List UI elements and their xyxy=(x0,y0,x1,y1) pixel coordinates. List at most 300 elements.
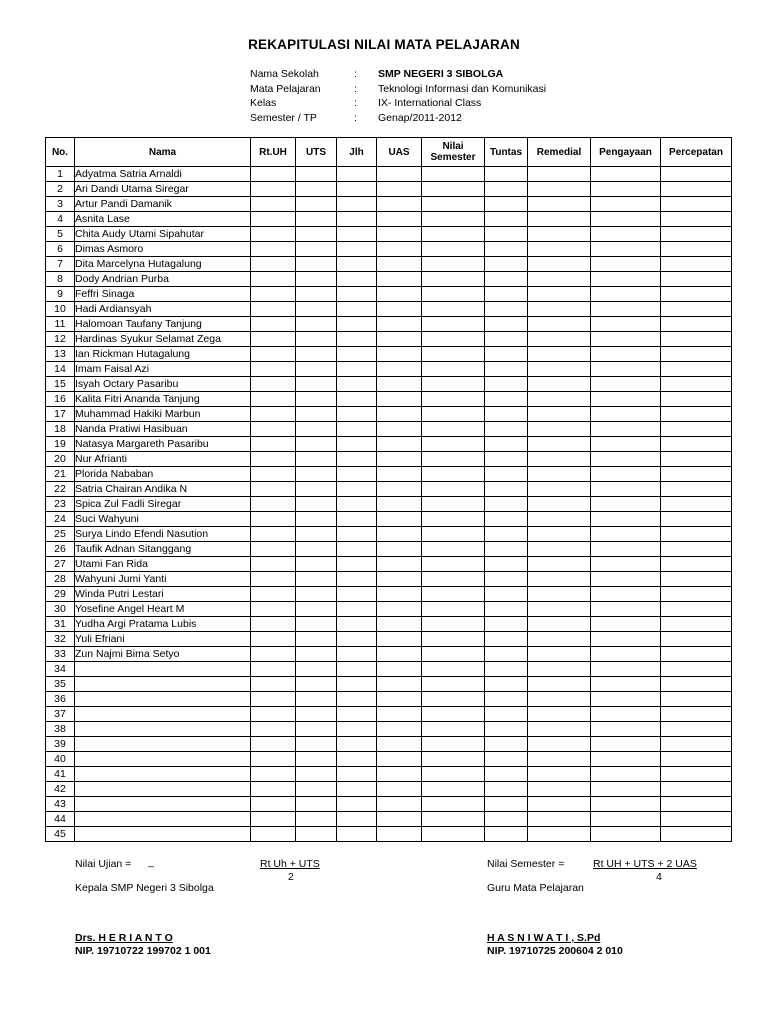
grade-cell xyxy=(251,407,296,422)
grade-cell xyxy=(377,182,422,197)
row-number: 38 xyxy=(46,722,75,737)
table-row xyxy=(46,677,732,692)
grade-cell xyxy=(661,302,732,317)
grade-cell xyxy=(591,692,661,707)
grade-cell xyxy=(528,227,591,242)
grade-cell xyxy=(377,482,422,497)
grade-cell xyxy=(485,782,528,797)
grade-cell xyxy=(528,737,591,752)
grade-cell xyxy=(422,452,485,467)
grade-cell xyxy=(337,182,377,197)
row-number: 10 xyxy=(46,302,75,317)
grade-cell xyxy=(661,512,732,527)
grade-cell xyxy=(591,617,661,632)
kepala-sekolah-name: Drs. H E R I A N T O xyxy=(75,932,173,944)
grade-cell xyxy=(661,482,732,497)
grade-cell xyxy=(251,692,296,707)
grade-cell xyxy=(591,332,661,347)
grade-cell xyxy=(485,437,528,452)
grade-cell xyxy=(661,467,732,482)
grade-cell xyxy=(528,617,591,632)
student-name: Yudha Argi Pratama Lubis xyxy=(75,617,251,632)
table-row xyxy=(46,467,732,482)
info-value-school: SMP NEGERI 3 SIBOLGA xyxy=(378,68,504,80)
guru-title: Guru Mata Pelajaran xyxy=(487,882,584,894)
row-number: 42 xyxy=(46,782,75,797)
table-row xyxy=(46,497,732,512)
grade-cell xyxy=(251,332,296,347)
grade-cell xyxy=(296,632,337,647)
table-row xyxy=(46,587,732,602)
grade-cell xyxy=(377,167,422,182)
grade-cell xyxy=(528,722,591,737)
row-number: 23 xyxy=(46,497,75,512)
grade-cell xyxy=(591,572,661,587)
grade-cell xyxy=(528,527,591,542)
table-row xyxy=(46,197,732,212)
grade-cell xyxy=(337,677,377,692)
grade-cell xyxy=(337,362,377,377)
info-block xyxy=(250,68,546,126)
grade-cell xyxy=(251,302,296,317)
row-number: 35 xyxy=(46,677,75,692)
grade-cell xyxy=(422,782,485,797)
table-row xyxy=(46,407,732,422)
grade-cell xyxy=(528,797,591,812)
info-colon: : xyxy=(354,97,357,109)
row-number: 6 xyxy=(46,242,75,257)
table-row xyxy=(46,482,732,497)
grade-cell xyxy=(591,707,661,722)
student-name xyxy=(75,767,251,782)
table-row xyxy=(46,707,732,722)
grade-cell xyxy=(485,452,528,467)
grade-cell xyxy=(422,347,485,362)
grade-cell xyxy=(377,617,422,632)
info-label: Mata Pelajaran xyxy=(250,82,321,95)
grade-cell xyxy=(251,527,296,542)
grade-cell xyxy=(377,797,422,812)
grade-cell xyxy=(591,767,661,782)
grade-cell xyxy=(337,377,377,392)
grade-cell xyxy=(251,497,296,512)
grade-cell xyxy=(337,692,377,707)
grade-cell xyxy=(528,377,591,392)
table-row xyxy=(46,347,732,362)
info-label: Kelas xyxy=(250,97,277,109)
row-number: 39 xyxy=(46,737,75,752)
grade-cell xyxy=(296,497,337,512)
kepala-sekolah-nip: NIP. 19710722 199702 1 001 xyxy=(75,945,211,957)
student-name: Imam Faisal Azi xyxy=(75,362,251,377)
table-header-row xyxy=(46,138,732,167)
grade-cell xyxy=(591,827,661,842)
table-row xyxy=(46,287,732,302)
table-row xyxy=(46,437,732,452)
grade-cell xyxy=(528,677,591,692)
grade-cell xyxy=(296,797,337,812)
grade-cell xyxy=(591,497,661,512)
grade-cell xyxy=(528,707,591,722)
info-value-subject: Teknologi Informasi dan Komunikasi xyxy=(378,82,547,95)
grade-cell xyxy=(591,722,661,737)
grade-cell xyxy=(485,407,528,422)
grade-cell xyxy=(422,212,485,227)
grade-cell xyxy=(377,212,422,227)
table-row xyxy=(46,797,732,812)
grade-cell xyxy=(661,572,732,587)
grade-cell xyxy=(337,332,377,347)
student-name: Dody Andrian Purba xyxy=(75,272,251,287)
student-name: Dita Marcelyna Hutagalung xyxy=(75,257,251,272)
header-tuntas: Tuntas xyxy=(485,138,528,167)
grade-cell xyxy=(422,317,485,332)
grade-cell xyxy=(377,767,422,782)
grade-cell xyxy=(528,467,591,482)
grade-cell xyxy=(591,167,661,182)
grade-cell xyxy=(422,242,485,257)
grade-cell xyxy=(377,377,422,392)
grade-cell xyxy=(337,347,377,362)
student-name xyxy=(75,812,251,827)
grade-cell xyxy=(337,737,377,752)
row-number: 27 xyxy=(46,557,75,572)
grade-cell xyxy=(485,317,528,332)
grade-cell xyxy=(485,272,528,287)
info-value-class: IX- International Class xyxy=(378,97,482,109)
grade-cell xyxy=(337,767,377,782)
header-rt-uh: Rt.UH xyxy=(251,138,296,167)
info-row-class xyxy=(250,97,546,112)
grade-cell xyxy=(251,542,296,557)
row-number: 24 xyxy=(46,512,75,527)
grade-cell xyxy=(661,242,732,257)
grade-cell xyxy=(485,812,528,827)
table-row xyxy=(46,452,732,467)
grade-cell xyxy=(296,782,337,797)
student-name: Ian Rickman Hutagalung xyxy=(75,347,251,362)
grade-cell xyxy=(337,212,377,227)
info-value-semester: Genap/2011-2012 xyxy=(378,111,462,124)
row-number: 26 xyxy=(46,542,75,557)
row-number: 11 xyxy=(46,317,75,332)
grade-cell xyxy=(377,227,422,242)
grade-cell xyxy=(251,182,296,197)
row-number: 13 xyxy=(46,347,75,362)
grade-cell xyxy=(485,722,528,737)
grade-cell xyxy=(422,662,485,677)
table-row xyxy=(46,767,732,782)
grade-cell xyxy=(422,812,485,827)
grade-cell xyxy=(422,752,485,767)
grade-cell xyxy=(661,827,732,842)
grade-cell xyxy=(661,692,732,707)
grade-cell xyxy=(591,482,661,497)
row-number: 30 xyxy=(46,602,75,617)
grade-cell xyxy=(528,662,591,677)
grade-cell xyxy=(251,557,296,572)
grade-cell xyxy=(377,197,422,212)
grade-cell xyxy=(422,302,485,317)
grade-cell xyxy=(485,647,528,662)
info-row-school xyxy=(250,68,546,83)
nilai-ujian-numerator: Rt Uh + UTS xyxy=(260,858,320,870)
row-number: 17 xyxy=(46,407,75,422)
grade-cell xyxy=(337,197,377,212)
grade-cell xyxy=(296,707,337,722)
student-name xyxy=(75,752,251,767)
grade-cell xyxy=(485,527,528,542)
grade-cell xyxy=(296,827,337,842)
grade-cell xyxy=(485,572,528,587)
grade-cell xyxy=(591,212,661,227)
grade-cell xyxy=(485,602,528,617)
nilai-semester-numerator: Rt UH + UTS + 2 UAS xyxy=(593,858,697,870)
grade-cell xyxy=(422,407,485,422)
grade-cell xyxy=(591,257,661,272)
grade-cell xyxy=(485,332,528,347)
grade-cell xyxy=(251,827,296,842)
grade-cell xyxy=(422,557,485,572)
nilai-semester-label: Nilai Semester = xyxy=(487,858,565,870)
table-row xyxy=(46,167,732,182)
grade-cell xyxy=(422,422,485,437)
row-number: 19 xyxy=(46,437,75,452)
grade-cell xyxy=(337,662,377,677)
grade-cell xyxy=(661,212,732,227)
grade-cell xyxy=(296,272,337,287)
nilai-ujian-underscore: _ xyxy=(148,856,154,868)
grade-cell xyxy=(661,812,732,827)
grade-cell xyxy=(528,302,591,317)
grade-cell xyxy=(422,527,485,542)
grade-cell xyxy=(422,722,485,737)
row-number: 45 xyxy=(46,827,75,842)
student-name: Artur Pandi Damanik xyxy=(75,197,251,212)
grade-cell xyxy=(337,287,377,302)
grade-cell xyxy=(251,437,296,452)
grade-cell xyxy=(661,332,732,347)
grade-cell xyxy=(661,437,732,452)
row-number: 5 xyxy=(46,227,75,242)
grade-cell xyxy=(296,407,337,422)
grade-cell xyxy=(251,212,296,227)
grade-cell xyxy=(528,632,591,647)
grade-cell xyxy=(422,437,485,452)
student-name xyxy=(75,827,251,842)
student-name xyxy=(75,797,251,812)
grade-cell xyxy=(485,347,528,362)
grade-cell xyxy=(251,347,296,362)
student-name: Utami Fan Rida xyxy=(75,557,251,572)
grade-cell xyxy=(422,827,485,842)
table-row xyxy=(46,827,732,842)
grade-cell xyxy=(377,512,422,527)
row-number: 15 xyxy=(46,377,75,392)
grade-cell xyxy=(528,332,591,347)
table-row xyxy=(46,392,732,407)
grade-cell xyxy=(661,647,732,662)
grade-cell xyxy=(591,647,661,662)
grade-cell xyxy=(296,677,337,692)
table-row xyxy=(46,422,732,437)
grade-cell xyxy=(337,527,377,542)
row-number: 12 xyxy=(46,332,75,347)
grade-cell xyxy=(485,422,528,437)
grade-cell xyxy=(251,422,296,437)
table-row xyxy=(46,317,732,332)
grade-cell xyxy=(528,407,591,422)
table-row xyxy=(46,632,732,647)
nilai-ujian-label: Nilai Ujian = xyxy=(75,858,132,870)
grade-cell xyxy=(485,512,528,527)
student-name: Kalita Fitri Ananda Tanjung xyxy=(75,392,251,407)
grade-cell xyxy=(591,242,661,257)
grade-cell xyxy=(337,407,377,422)
row-number: 44 xyxy=(46,812,75,827)
grade-cell xyxy=(251,197,296,212)
grade-cell xyxy=(485,362,528,377)
student-name: Zun Najmi Bima Setyo xyxy=(75,647,251,662)
grade-cell xyxy=(661,197,732,212)
guru-nip: NIP. 19710725 200604 2 010 xyxy=(487,945,623,957)
student-name: Hardinas Syukur Selamat Zega xyxy=(75,332,251,347)
student-name: Hadi Ardiansyah xyxy=(75,302,251,317)
grade-cell xyxy=(528,812,591,827)
kepala-sekolah-title: Kepala SMP Negeri 3 Sibolga xyxy=(75,882,214,894)
table-row xyxy=(46,527,732,542)
grade-cell xyxy=(251,647,296,662)
row-number: 20 xyxy=(46,452,75,467)
grade-cell xyxy=(485,617,528,632)
grade-cell xyxy=(377,317,422,332)
grade-cell xyxy=(251,767,296,782)
grade-cell xyxy=(422,767,485,782)
table-row xyxy=(46,812,732,827)
grade-cell xyxy=(661,452,732,467)
grade-cell xyxy=(422,542,485,557)
grade-cell xyxy=(485,587,528,602)
grade-cell xyxy=(377,737,422,752)
grade-cell xyxy=(591,437,661,452)
grade-cell xyxy=(591,467,661,482)
grade-cell xyxy=(661,272,732,287)
grade-cell xyxy=(377,527,422,542)
grade-cell xyxy=(591,632,661,647)
grade-cell xyxy=(337,542,377,557)
grade-cell xyxy=(591,662,661,677)
grade-cell xyxy=(296,587,337,602)
grade-cell xyxy=(422,362,485,377)
student-name: Yuli Efriani xyxy=(75,632,251,647)
nilai-semester-denominator: 4 xyxy=(656,871,662,883)
grade-cell xyxy=(422,647,485,662)
grade-cell xyxy=(251,377,296,392)
grade-cell xyxy=(251,317,296,332)
student-name: Satria Chairan Andika N xyxy=(75,482,251,497)
row-number: 28 xyxy=(46,572,75,587)
grade-cell xyxy=(422,617,485,632)
row-number: 33 xyxy=(46,647,75,662)
grade-cell xyxy=(377,242,422,257)
student-name xyxy=(75,722,251,737)
grade-cell xyxy=(377,422,422,437)
student-name: Chita Audy Utami Sipahutar xyxy=(75,227,251,242)
row-number: 7 xyxy=(46,257,75,272)
grade-cell xyxy=(528,422,591,437)
grade-cell xyxy=(661,227,732,242)
grade-cell xyxy=(337,317,377,332)
grade-cell xyxy=(296,422,337,437)
student-name: Adyatma Satria Arnaldi xyxy=(75,167,251,182)
grade-cell xyxy=(485,797,528,812)
grade-cell xyxy=(337,167,377,182)
student-name: Feffri Sinaga xyxy=(75,287,251,302)
grade-cell xyxy=(591,782,661,797)
grade-cell xyxy=(337,497,377,512)
table-row xyxy=(46,332,732,347)
grade-cell xyxy=(528,767,591,782)
header-nama: Nama xyxy=(75,138,251,167)
grade-cell xyxy=(296,542,337,557)
row-number: 25 xyxy=(46,527,75,542)
grade-cell xyxy=(485,752,528,767)
grade-cell xyxy=(377,587,422,602)
grade-cell xyxy=(661,422,732,437)
grade-cell xyxy=(422,467,485,482)
grade-cell xyxy=(296,317,337,332)
row-number: 4 xyxy=(46,212,75,227)
header-remedial: Remedial xyxy=(528,138,591,167)
grade-cell xyxy=(296,287,337,302)
grade-cell xyxy=(528,347,591,362)
grade-cell xyxy=(296,647,337,662)
grade-cell xyxy=(661,662,732,677)
grade-cell xyxy=(485,827,528,842)
grade-cell xyxy=(661,767,732,782)
row-number: 31 xyxy=(46,617,75,632)
row-number: 8 xyxy=(46,272,75,287)
row-number: 22 xyxy=(46,482,75,497)
student-name: Plorida Nababan xyxy=(75,467,251,482)
row-number: 18 xyxy=(46,422,75,437)
header-nilai-semester: Nilai Semester xyxy=(422,138,485,167)
grade-cell xyxy=(528,557,591,572)
header-no: No. xyxy=(46,138,75,167)
grade-cell xyxy=(661,377,732,392)
grade-cell xyxy=(591,812,661,827)
grade-cell xyxy=(591,512,661,527)
grade-cell xyxy=(251,257,296,272)
grade-cell xyxy=(591,557,661,572)
grade-cell xyxy=(296,257,337,272)
row-number: 16 xyxy=(46,392,75,407)
grade-cell xyxy=(528,212,591,227)
table-row xyxy=(46,512,732,527)
grade-cell xyxy=(337,272,377,287)
table-row xyxy=(46,572,732,587)
grade-cell xyxy=(337,722,377,737)
grade-cell xyxy=(422,272,485,287)
grade-cell xyxy=(296,377,337,392)
grade-cell xyxy=(422,197,485,212)
grade-cell xyxy=(296,227,337,242)
grade-cell xyxy=(251,722,296,737)
grade-cell xyxy=(422,287,485,302)
grade-cell xyxy=(661,707,732,722)
student-name: Halomoan Taufany Tanjung xyxy=(75,317,251,332)
grade-cell xyxy=(337,512,377,527)
